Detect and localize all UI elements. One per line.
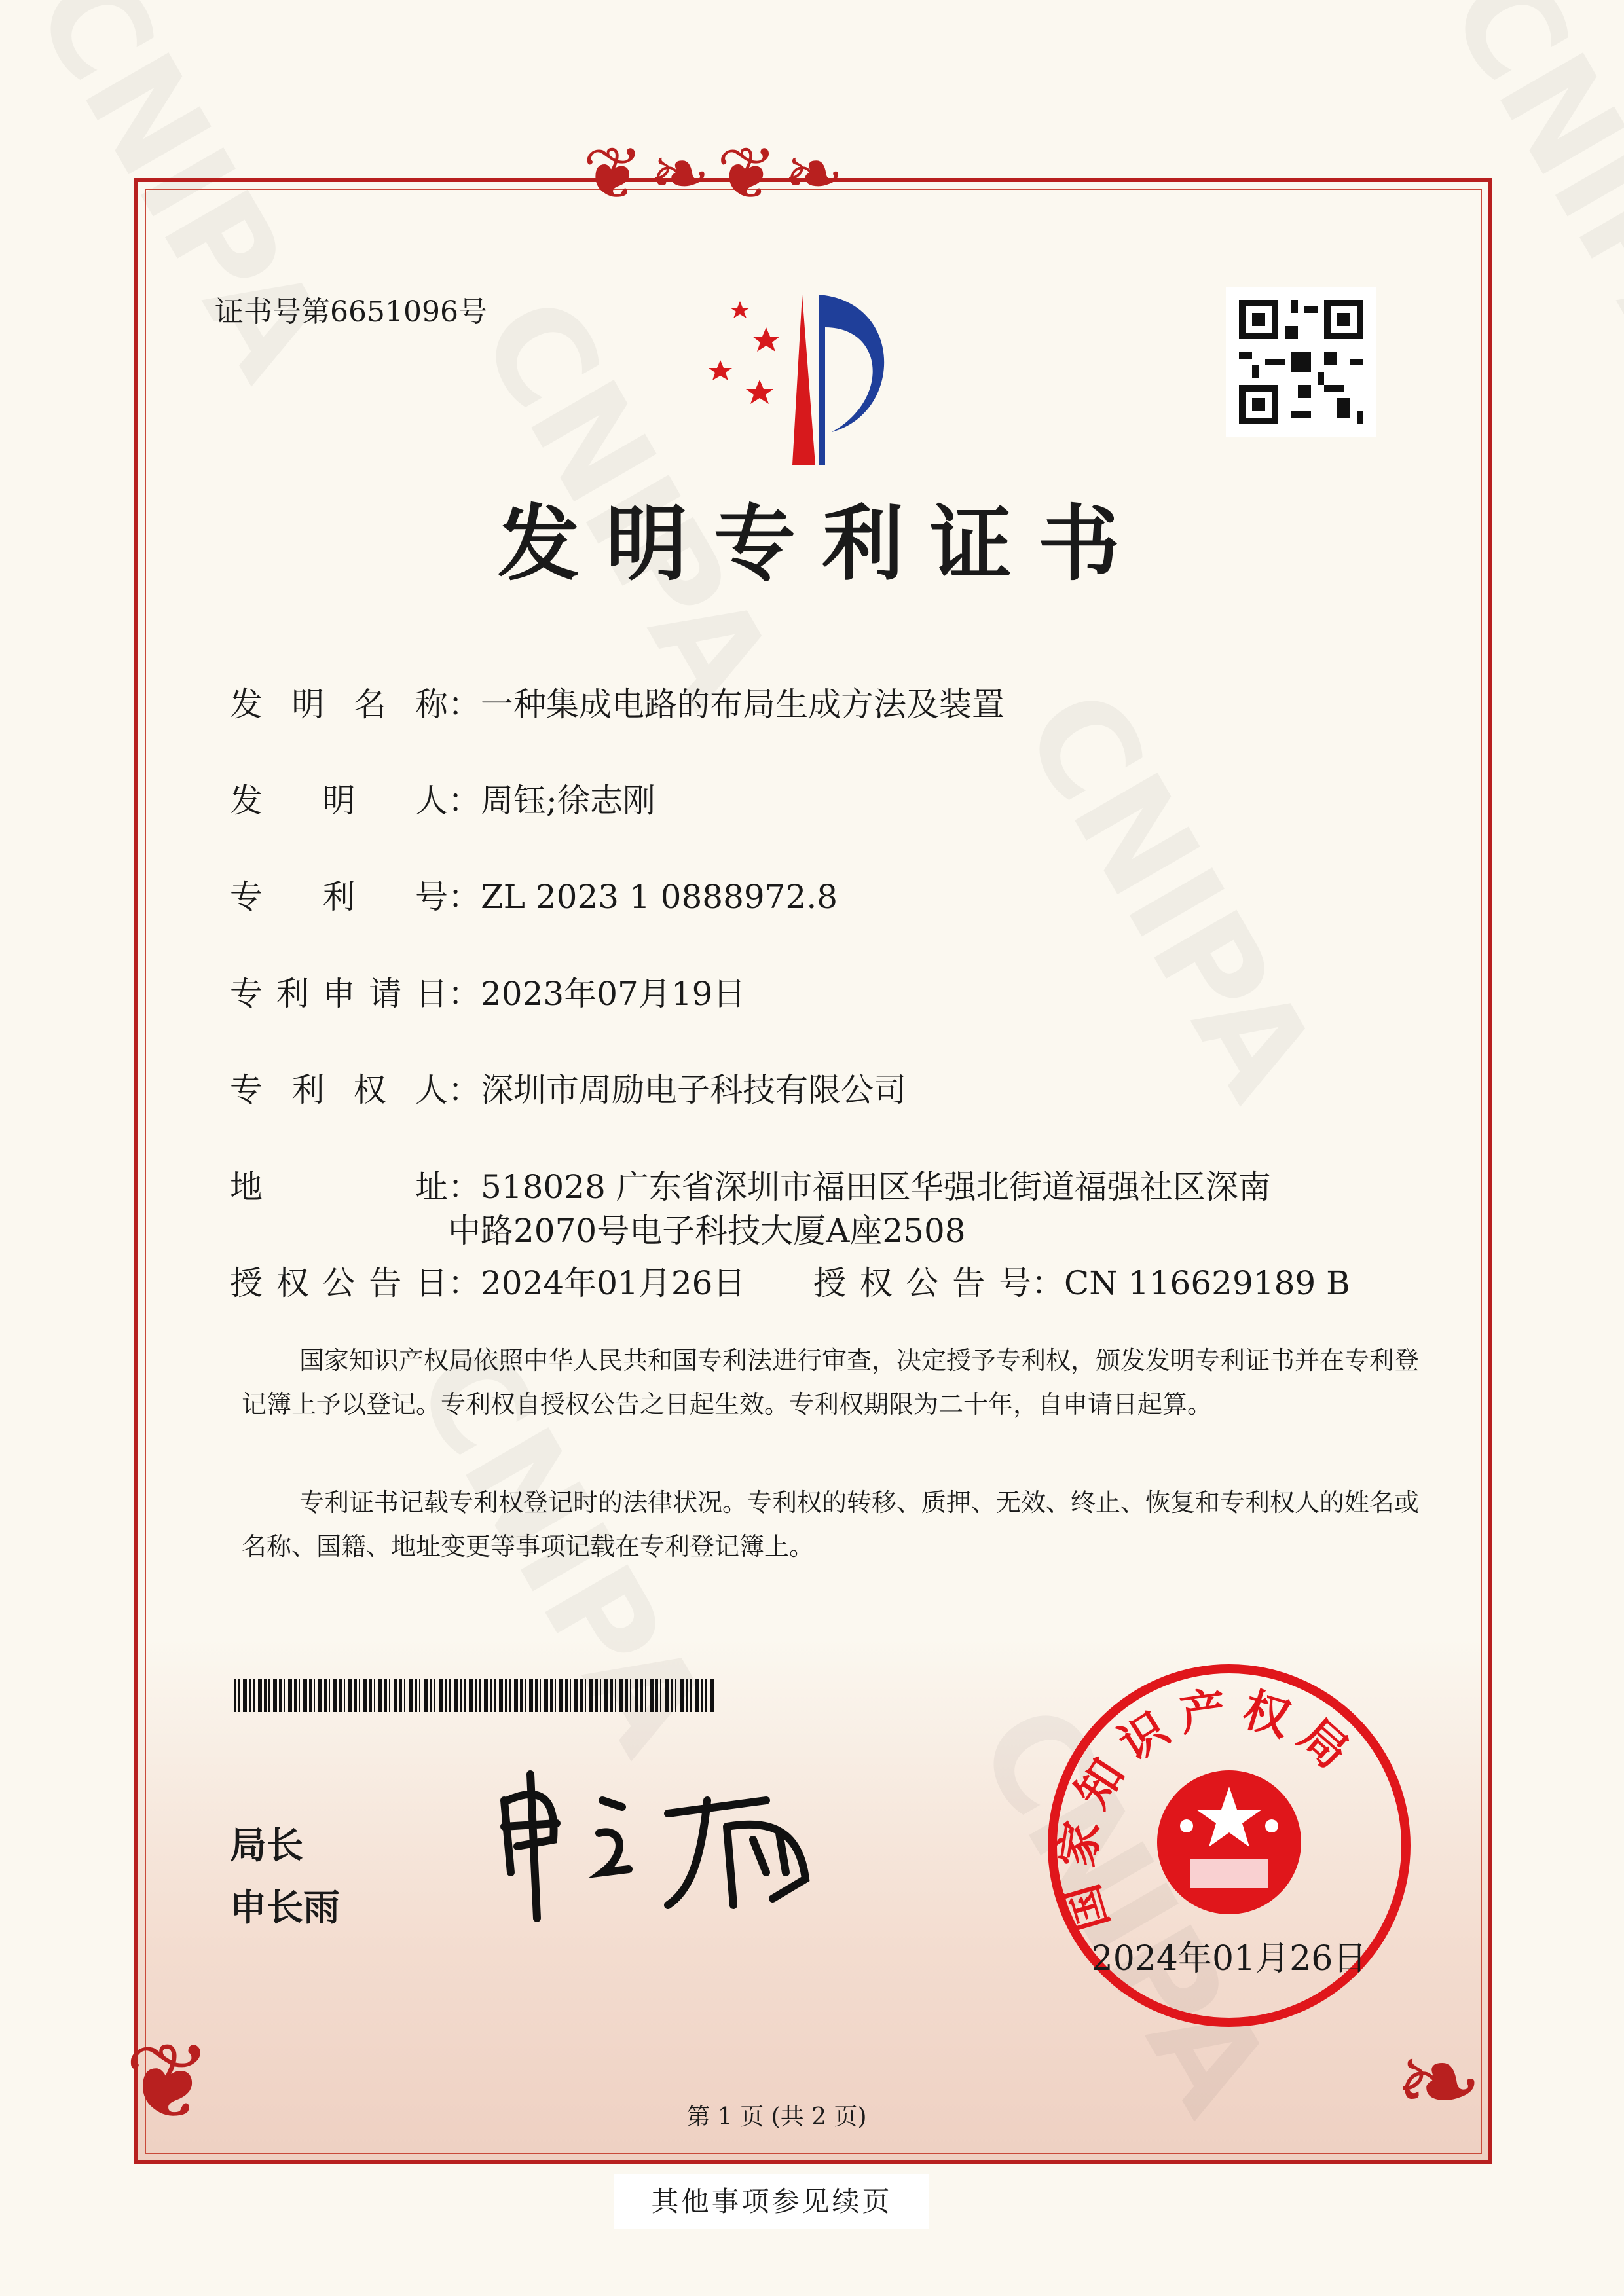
seal-text: 国家知识产权局 [1049, 1680, 1369, 1938]
continuation-note: 其他事项参见续页 [614, 2174, 929, 2229]
patentee-value: 深圳市周励电子科技有限公司 [481, 1071, 906, 1109]
filing-date-value: 2023年07月19日 [481, 975, 746, 1013]
field-grant-date: 授权公告日：2024年01月26日 [230, 1257, 746, 1304]
cnipa-logo-icon [694, 288, 936, 471]
director-name: 申长雨 [230, 1887, 340, 1929]
patent-number-value: ZL 2023 1 0888972.8 [481, 878, 838, 916]
statement-paragraph: 国家知识产权局依照中华人民共和国专利法进行审查，决定授予专利权，颁发发明专利证书并在专利登记簿上予以登记。专利权自授权公告之日起生效。专利权期限为二十年，自申请日起算。 [242, 1346, 1420, 1419]
grant-date-value: 2024年01月26日 [481, 1264, 746, 1302]
seal-date: 2024年01月26日 [1091, 1939, 1367, 1978]
field-invention-name: 发明名称：一种集成电路的布局生成方法及装置 [230, 678, 1005, 725]
field-patentee: 专利权人：深圳市周励电子科技有限公司 [230, 1064, 906, 1111]
page-footer: 第 1 页 (共 2 页) [686, 2104, 867, 2130]
corner-ornament-icon: ❦ [124, 2020, 213, 2143]
barcode [234, 1679, 714, 1712]
address-value: 518028 广东省深圳市福田区华强北街道福强社区深南 [481, 1168, 1271, 1206]
address-value-line2: 中路2070号电子科技大厦A座2508 [448, 1212, 966, 1250]
invention-name-value: 一种集成电路的布局生成方法及装置 [481, 685, 1005, 723]
inventors-value: 周钰;徐志刚 [481, 782, 655, 820]
qr-code-icon [1226, 287, 1376, 437]
corner-ornament-icon: ❧ [1395, 2020, 1483, 2143]
page-title: 发明专利证书 [498, 496, 1146, 592]
field-grant-publication-number: 授权公告号：CN 116629189 B [813, 1264, 1350, 1302]
field-inventors: 发明人：周钰;徐志刚 [230, 774, 655, 822]
grant-publication-number-value: CN 116629189 B [1064, 1264, 1350, 1302]
director-signature-icon [491, 1761, 832, 1931]
certificate-number: 证书号第6651096号 [215, 295, 487, 329]
director-title: 局长 [230, 1825, 303, 1867]
official-seal [1046, 1662, 1412, 2029]
field-filing-date: 专利申请日：2023年07月19日 [230, 968, 746, 1015]
field-address: 地址：518028 广东省深圳市福田区华强北街道福强社区深南 [230, 1161, 1271, 1208]
statement-paragraph: 专利证书记载专利权登记时的法律状况。专利权的转移、质押、无效、终止、恢复和专利权人的姓名或名称、国籍、地址变更等事项记载在专利登记簿上。 [242, 1488, 1420, 1561]
field-patent-number: 专利号：ZL 2023 1 0888972.8 [230, 878, 838, 916]
top-ornament-icon: ❦❧❦❧ [583, 132, 851, 215]
